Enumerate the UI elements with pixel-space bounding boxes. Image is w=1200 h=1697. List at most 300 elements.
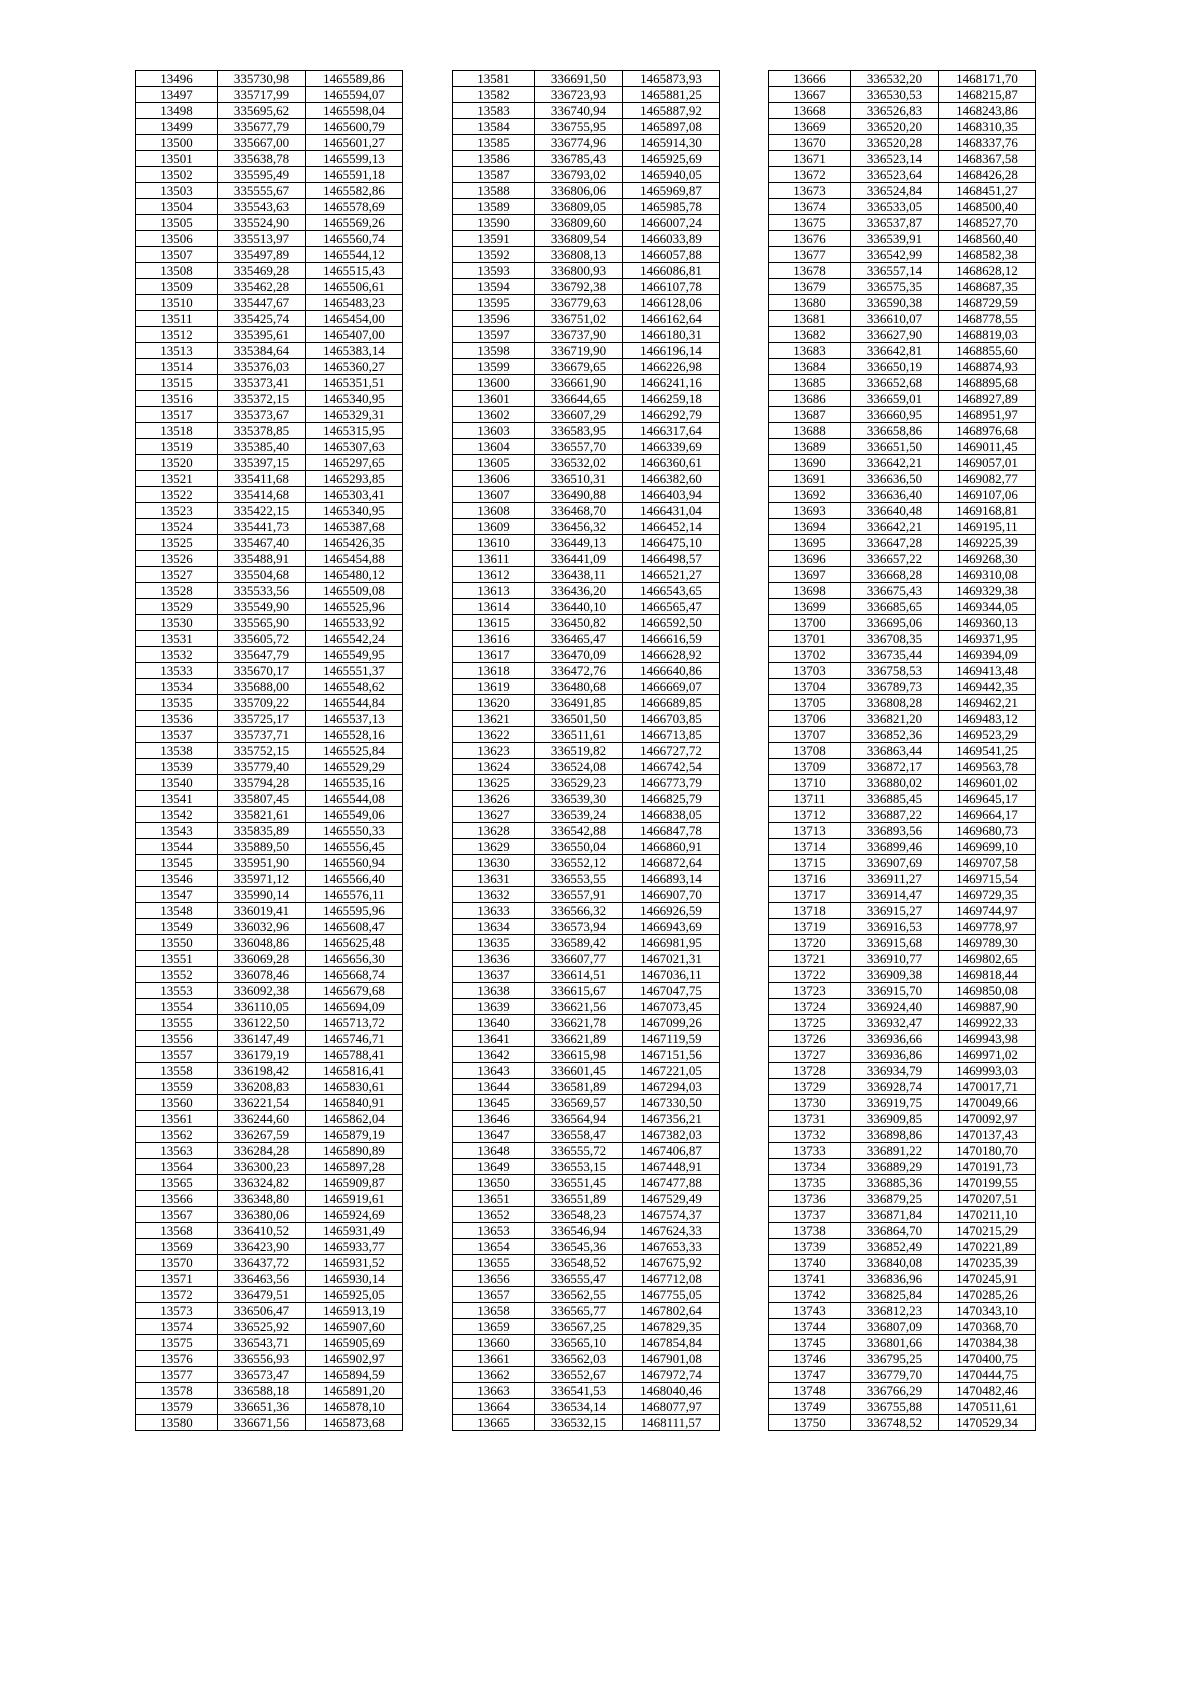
table-row: [136, 167, 403, 183]
table-row: [453, 583, 720, 599]
table-row: [136, 951, 403, 967]
point-number-cell: 13517: [136, 407, 218, 423]
x-coordinate-cell: 335513,97: [218, 231, 306, 247]
table-row: [769, 1047, 1036, 1063]
table-row: [769, 487, 1036, 503]
point-number-cell: 13547: [136, 887, 218, 903]
table-row: [453, 343, 720, 359]
x-coordinate-cell: 335533,56: [218, 583, 306, 599]
x-coordinate-cell: 336533,05: [851, 199, 939, 215]
x-coordinate-cell: 335441,73: [218, 519, 306, 535]
x-coordinate-cell: 336450,82: [535, 615, 623, 631]
y-coordinate-cell: 1465560,94: [306, 855, 403, 871]
y-coordinate-cell: 1468337,76: [939, 135, 1036, 151]
x-coordinate-cell: 336723,93: [535, 87, 623, 103]
table-row: [136, 487, 403, 503]
point-number-cell: 13553: [136, 983, 218, 999]
table-row: [769, 887, 1036, 903]
x-coordinate-cell: 336548,52: [535, 1255, 623, 1271]
point-number-cell: 13601: [453, 391, 535, 407]
x-coordinate-cell: 336735,44: [851, 647, 939, 663]
x-coordinate-cell: 336523,64: [851, 167, 939, 183]
x-coordinate-cell: 336491,85: [535, 695, 623, 711]
point-number-cell: 13731: [769, 1111, 851, 1127]
x-coordinate-cell: 335549,90: [218, 599, 306, 615]
point-number-cell: 13521: [136, 471, 218, 487]
point-number-cell: 13688: [769, 423, 851, 439]
x-coordinate-cell: 336441,09: [535, 551, 623, 567]
point-number-cell: 13669: [769, 119, 851, 135]
y-coordinate-cell: 1467624,33: [623, 1223, 720, 1239]
x-coordinate-cell: 335730,98: [218, 71, 306, 87]
x-coordinate-cell: 335565,90: [218, 615, 306, 631]
y-coordinate-cell: 1465931,52: [306, 1255, 403, 1271]
table-row: [136, 1367, 403, 1383]
y-coordinate-cell: 1467802,64: [623, 1303, 720, 1319]
y-coordinate-cell: 1465887,92: [623, 103, 720, 119]
y-coordinate-cell: 1465969,87: [623, 183, 720, 199]
x-coordinate-cell: 336889,29: [851, 1159, 939, 1175]
y-coordinate-cell: 1466872,64: [623, 855, 720, 871]
table-row: [769, 1143, 1036, 1159]
y-coordinate-cell: 1470482,46: [939, 1383, 1036, 1399]
x-coordinate-cell: 335670,17: [218, 663, 306, 679]
y-coordinate-cell: 1469850,08: [939, 983, 1036, 999]
point-number-cell: 13542: [136, 807, 218, 823]
point-number-cell: 13656: [453, 1271, 535, 1287]
table-row: [453, 103, 720, 119]
table-row: [136, 1207, 403, 1223]
x-coordinate-cell: 336539,30: [535, 791, 623, 807]
point-number-cell: 13596: [453, 311, 535, 327]
point-number-cell: 13555: [136, 1015, 218, 1031]
point-number-cell: 13716: [769, 871, 851, 887]
y-coordinate-cell: 1468855,60: [939, 343, 1036, 359]
y-coordinate-cell: 1465533,92: [306, 615, 403, 631]
table-row: [136, 247, 403, 263]
point-number-cell: 13701: [769, 631, 851, 647]
y-coordinate-cell: 1469802,65: [939, 951, 1036, 967]
point-number-cell: 13500: [136, 135, 218, 151]
table-row: [769, 471, 1036, 487]
table-row: [136, 231, 403, 247]
x-coordinate-cell: 336520,20: [851, 119, 939, 135]
table-row: [453, 1255, 720, 1271]
point-number-cell: 13747: [769, 1367, 851, 1383]
table-row: [769, 375, 1036, 391]
point-number-cell: 13739: [769, 1239, 851, 1255]
table-row: [769, 775, 1036, 791]
x-coordinate-cell: 335373,67: [218, 407, 306, 423]
y-coordinate-cell: 1465816,41: [306, 1063, 403, 1079]
x-coordinate-cell: 335647,79: [218, 647, 306, 663]
table-row: [453, 407, 720, 423]
y-coordinate-cell: 1465608,47: [306, 919, 403, 935]
point-number-cell: 13630: [453, 855, 535, 871]
x-coordinate-cell: 336779,63: [535, 295, 623, 311]
point-number-cell: 13625: [453, 775, 535, 791]
y-coordinate-cell: 1469971,02: [939, 1047, 1036, 1063]
table-row: [136, 1031, 403, 1047]
table-row: [769, 423, 1036, 439]
point-number-cell: 13607: [453, 487, 535, 503]
table-row: [453, 1271, 720, 1287]
x-coordinate-cell: 336552,12: [535, 855, 623, 871]
table-row: [769, 295, 1036, 311]
table-row: [136, 903, 403, 919]
point-number-cell: 13591: [453, 231, 535, 247]
y-coordinate-cell: 1467119,59: [623, 1031, 720, 1047]
y-coordinate-cell: 1468310,35: [939, 119, 1036, 135]
x-coordinate-cell: 335595,49: [218, 167, 306, 183]
x-coordinate-cell: 336456,32: [535, 519, 623, 535]
x-coordinate-cell: 335667,00: [218, 135, 306, 151]
point-number-cell: 13645: [453, 1095, 535, 1111]
point-number-cell: 13538: [136, 743, 218, 759]
y-coordinate-cell: 1466727,72: [623, 743, 720, 759]
point-number-cell: 13733: [769, 1143, 851, 1159]
table-row: [769, 711, 1036, 727]
table-row: [136, 215, 403, 231]
x-coordinate-cell: 336032,96: [218, 919, 306, 935]
y-coordinate-cell: 1466713,85: [623, 727, 720, 743]
x-coordinate-cell: 336640,48: [851, 503, 939, 519]
table-row: [136, 1383, 403, 1399]
table-row: [769, 279, 1036, 295]
table-row: [136, 1239, 403, 1255]
table-row: [136, 727, 403, 743]
y-coordinate-cell: 1465713,72: [306, 1015, 403, 1031]
y-coordinate-cell: 1467151,56: [623, 1047, 720, 1063]
y-coordinate-cell: 1466086,81: [623, 263, 720, 279]
y-coordinate-cell: 1469680,73: [939, 823, 1036, 839]
x-coordinate-cell: 335414,68: [218, 487, 306, 503]
point-number-cell: 13590: [453, 215, 535, 231]
table-row: [453, 839, 720, 855]
point-number-cell: 13604: [453, 439, 535, 455]
y-coordinate-cell: 1466838,05: [623, 807, 720, 823]
point-number-cell: 13723: [769, 983, 851, 999]
x-coordinate-cell: 336642,21: [851, 519, 939, 535]
x-coordinate-cell: 335737,71: [218, 727, 306, 743]
table-row: [453, 1095, 720, 1111]
point-number-cell: 13514: [136, 359, 218, 375]
point-number-cell: 13713: [769, 823, 851, 839]
x-coordinate-cell: 336647,28: [851, 535, 939, 551]
table-row: [769, 727, 1036, 743]
x-coordinate-cell: 335378,85: [218, 423, 306, 439]
x-coordinate-cell: 336691,50: [535, 71, 623, 87]
point-number-cell: 13718: [769, 903, 851, 919]
table-row: [136, 1255, 403, 1271]
point-number-cell: 13574: [136, 1319, 218, 1335]
y-coordinate-cell: 1468582,38: [939, 247, 1036, 263]
point-number-cell: 13618: [453, 663, 535, 679]
table-row: [136, 263, 403, 279]
point-number-cell: 13554: [136, 999, 218, 1015]
y-coordinate-cell: 1469195,11: [939, 519, 1036, 535]
point-number-cell: 13659: [453, 1319, 535, 1335]
point-number-cell: 13623: [453, 743, 535, 759]
table-row: [453, 919, 720, 935]
point-number-cell: 13646: [453, 1111, 535, 1127]
x-coordinate-cell: 336532,02: [535, 455, 623, 471]
y-coordinate-cell: 1467294,03: [623, 1079, 720, 1095]
y-coordinate-cell: 1465914,30: [623, 135, 720, 151]
table-row: [136, 775, 403, 791]
table-row: [453, 231, 720, 247]
y-coordinate-cell: 1469715,54: [939, 871, 1036, 887]
point-number-cell: 13595: [453, 295, 535, 311]
y-coordinate-cell: 1469344,05: [939, 599, 1036, 615]
x-coordinate-cell: 335373,41: [218, 375, 306, 391]
x-coordinate-cell: 336583,95: [535, 423, 623, 439]
table-row: [136, 759, 403, 775]
y-coordinate-cell: 1465506,61: [306, 279, 403, 295]
table-row: [136, 823, 403, 839]
point-number-cell: 13737: [769, 1207, 851, 1223]
x-coordinate-cell: 336719,90: [535, 343, 623, 359]
y-coordinate-cell: 1466403,94: [623, 487, 720, 503]
x-coordinate-cell: 336659,01: [851, 391, 939, 407]
point-number-cell: 13632: [453, 887, 535, 903]
point-number-cell: 13692: [769, 487, 851, 503]
point-number-cell: 13519: [136, 439, 218, 455]
table-row: [453, 951, 720, 967]
point-number-cell: 13537: [136, 727, 218, 743]
table-row: [453, 375, 720, 391]
table-row: [453, 119, 720, 135]
x-coordinate-cell: 335971,12: [218, 871, 306, 887]
x-coordinate-cell: 336221,54: [218, 1095, 306, 1111]
table-row: [453, 1015, 720, 1031]
y-coordinate-cell: 1469744,97: [939, 903, 1036, 919]
point-number-cell: 13582: [453, 87, 535, 103]
x-coordinate-cell: 335889,50: [218, 839, 306, 855]
point-number-cell: 13676: [769, 231, 851, 247]
table-row: [453, 855, 720, 871]
x-coordinate-cell: 335397,15: [218, 455, 306, 471]
y-coordinate-cell: 1465509,08: [306, 583, 403, 599]
x-coordinate-cell: 336546,94: [535, 1223, 623, 1239]
point-number-cell: 13667: [769, 87, 851, 103]
x-coordinate-cell: 336490,88: [535, 487, 623, 503]
table-row: [453, 1159, 720, 1175]
x-coordinate-cell: 336147,49: [218, 1031, 306, 1047]
point-number-cell: 13671: [769, 151, 851, 167]
point-number-cell: 13585: [453, 135, 535, 151]
point-number-cell: 13635: [453, 935, 535, 951]
table-row: [453, 871, 720, 887]
y-coordinate-cell: 1466196,14: [623, 343, 720, 359]
y-coordinate-cell: 1465894,59: [306, 1367, 403, 1383]
table-row: [453, 311, 720, 327]
x-coordinate-cell: 336785,43: [535, 151, 623, 167]
x-coordinate-cell: 335524,90: [218, 215, 306, 231]
x-coordinate-cell: 336541,53: [535, 1383, 623, 1399]
table-row: [136, 183, 403, 199]
table-row: [453, 983, 720, 999]
y-coordinate-cell: 1466703,85: [623, 711, 720, 727]
y-coordinate-cell: 1465315,95: [306, 423, 403, 439]
x-coordinate-cell: 336789,73: [851, 679, 939, 695]
table-row: [769, 439, 1036, 455]
y-coordinate-cell: 1465873,68: [306, 1415, 403, 1431]
x-coordinate-cell: 335717,99: [218, 87, 306, 103]
x-coordinate-cell: 336907,69: [851, 855, 939, 871]
table-row: [453, 1335, 720, 1351]
point-number-cell: 13571: [136, 1271, 218, 1287]
table-row: [769, 1223, 1036, 1239]
y-coordinate-cell: 1465549,95: [306, 647, 403, 663]
table-row: [769, 1415, 1036, 1431]
x-coordinate-cell: 336615,67: [535, 983, 623, 999]
y-coordinate-cell: 1465601,27: [306, 135, 403, 151]
table-row: [769, 135, 1036, 151]
x-coordinate-cell: 336573,47: [218, 1367, 306, 1383]
point-number-cell: 13677: [769, 247, 851, 263]
table-row: [136, 1223, 403, 1239]
y-coordinate-cell: 1468426,28: [939, 167, 1036, 183]
y-coordinate-cell: 1469394,09: [939, 647, 1036, 663]
y-coordinate-cell: 1465548,62: [306, 679, 403, 695]
y-coordinate-cell: 1465902,97: [306, 1351, 403, 1367]
y-coordinate-cell: 1469922,33: [939, 1015, 1036, 1031]
x-coordinate-cell: 335752,15: [218, 743, 306, 759]
y-coordinate-cell: 1470245,91: [939, 1271, 1036, 1287]
x-coordinate-cell: 336539,24: [535, 807, 623, 823]
x-coordinate-cell: 336551,89: [535, 1191, 623, 1207]
y-coordinate-cell: 1467406,87: [623, 1143, 720, 1159]
table-row: [136, 583, 403, 599]
y-coordinate-cell: 1465426,35: [306, 535, 403, 551]
table-row: [453, 1127, 720, 1143]
y-coordinate-cell: 1469442,35: [939, 679, 1036, 695]
point-number-cell: 13520: [136, 455, 218, 471]
point-number-cell: 13704: [769, 679, 851, 695]
point-number-cell: 13622: [453, 727, 535, 743]
x-coordinate-cell: 336614,51: [535, 967, 623, 983]
y-coordinate-cell: 1465578,69: [306, 199, 403, 215]
point-number-cell: 13668: [769, 103, 851, 119]
y-coordinate-cell: 1465535,16: [306, 775, 403, 791]
table-row: [769, 1207, 1036, 1223]
point-number-cell: 13675: [769, 215, 851, 231]
x-coordinate-cell: 336936,66: [851, 1031, 939, 1047]
y-coordinate-cell: 1465925,69: [623, 151, 720, 167]
x-coordinate-cell: 336520,28: [851, 135, 939, 151]
point-number-cell: 13586: [453, 151, 535, 167]
y-coordinate-cell: 1469523,29: [939, 727, 1036, 743]
y-coordinate-cell: 1467675,92: [623, 1255, 720, 1271]
x-coordinate-cell: 335779,40: [218, 759, 306, 775]
x-coordinate-cell: 336800,93: [535, 263, 623, 279]
y-coordinate-cell: 1467712,08: [623, 1271, 720, 1287]
x-coordinate-cell: 336479,51: [218, 1287, 306, 1303]
table-row: [769, 343, 1036, 359]
table-row: [769, 1095, 1036, 1111]
point-number-cell: 13664: [453, 1399, 535, 1415]
x-coordinate-cell: 336543,71: [218, 1335, 306, 1351]
point-number-cell: 13508: [136, 263, 218, 279]
x-coordinate-cell: 336740,94: [535, 103, 623, 119]
point-number-cell: 13634: [453, 919, 535, 935]
y-coordinate-cell: 1465897,28: [306, 1159, 403, 1175]
table-row: [453, 183, 720, 199]
table-row: [769, 1303, 1036, 1319]
x-coordinate-cell: 336885,36: [851, 1175, 939, 1191]
y-coordinate-cell: 1467221,05: [623, 1063, 720, 1079]
table-row: [769, 583, 1036, 599]
point-number-cell: 13506: [136, 231, 218, 247]
y-coordinate-cell: 1465694,09: [306, 999, 403, 1015]
y-coordinate-cell: 1470215,29: [939, 1223, 1036, 1239]
point-number-cell: 13608: [453, 503, 535, 519]
x-coordinate-cell: 336864,70: [851, 1223, 939, 1239]
y-coordinate-cell: 1467653,33: [623, 1239, 720, 1255]
table-row: [136, 695, 403, 711]
point-number-cell: 13666: [769, 71, 851, 87]
y-coordinate-cell: 1465569,26: [306, 215, 403, 231]
point-number-cell: 13541: [136, 791, 218, 807]
y-coordinate-cell: 1465387,68: [306, 519, 403, 535]
point-number-cell: 13658: [453, 1303, 535, 1319]
point-number-cell: 13501: [136, 151, 218, 167]
table-row: [453, 151, 720, 167]
point-number-cell: 13587: [453, 167, 535, 183]
table-row: [769, 919, 1036, 935]
point-number-cell: 13621: [453, 711, 535, 727]
table-row: [769, 1159, 1036, 1175]
y-coordinate-cell: 1469645,17: [939, 791, 1036, 807]
point-number-cell: 13706: [769, 711, 851, 727]
point-number-cell: 13497: [136, 87, 218, 103]
point-number-cell: 13614: [453, 599, 535, 615]
point-number-cell: 13717: [769, 887, 851, 903]
x-coordinate-cell: 336899,46: [851, 839, 939, 855]
x-coordinate-cell: 335488,91: [218, 551, 306, 567]
x-coordinate-cell: 336879,25: [851, 1191, 939, 1207]
y-coordinate-cell: 1466007,24: [623, 215, 720, 231]
y-coordinate-cell: 1467901,08: [623, 1351, 720, 1367]
y-coordinate-cell: 1465679,68: [306, 983, 403, 999]
table-row: [136, 1159, 403, 1175]
table-row: [769, 199, 1036, 215]
table-row: [453, 935, 720, 951]
point-number-cell: 13637: [453, 967, 535, 983]
x-coordinate-cell: 336550,04: [535, 839, 623, 855]
x-coordinate-cell: 336795,25: [851, 1351, 939, 1367]
table-row: [136, 1175, 403, 1191]
point-number-cell: 13583: [453, 103, 535, 119]
table-row: [453, 711, 720, 727]
x-coordinate-cell: 335395,61: [218, 327, 306, 343]
table-row: [453, 215, 720, 231]
table-row: [453, 391, 720, 407]
point-number-cell: 13551: [136, 951, 218, 967]
table-row: [136, 71, 403, 87]
table-row: [453, 663, 720, 679]
y-coordinate-cell: 1465525,96: [306, 599, 403, 615]
point-number-cell: 13654: [453, 1239, 535, 1255]
y-coordinate-cell: 1465879,19: [306, 1127, 403, 1143]
x-coordinate-cell: 336506,47: [218, 1303, 306, 1319]
point-number-cell: 13749: [769, 1399, 851, 1415]
table-row: [769, 615, 1036, 631]
table-row: [453, 503, 720, 519]
point-number-cell: 13526: [136, 551, 218, 567]
y-coordinate-cell: 1466107,78: [623, 279, 720, 295]
